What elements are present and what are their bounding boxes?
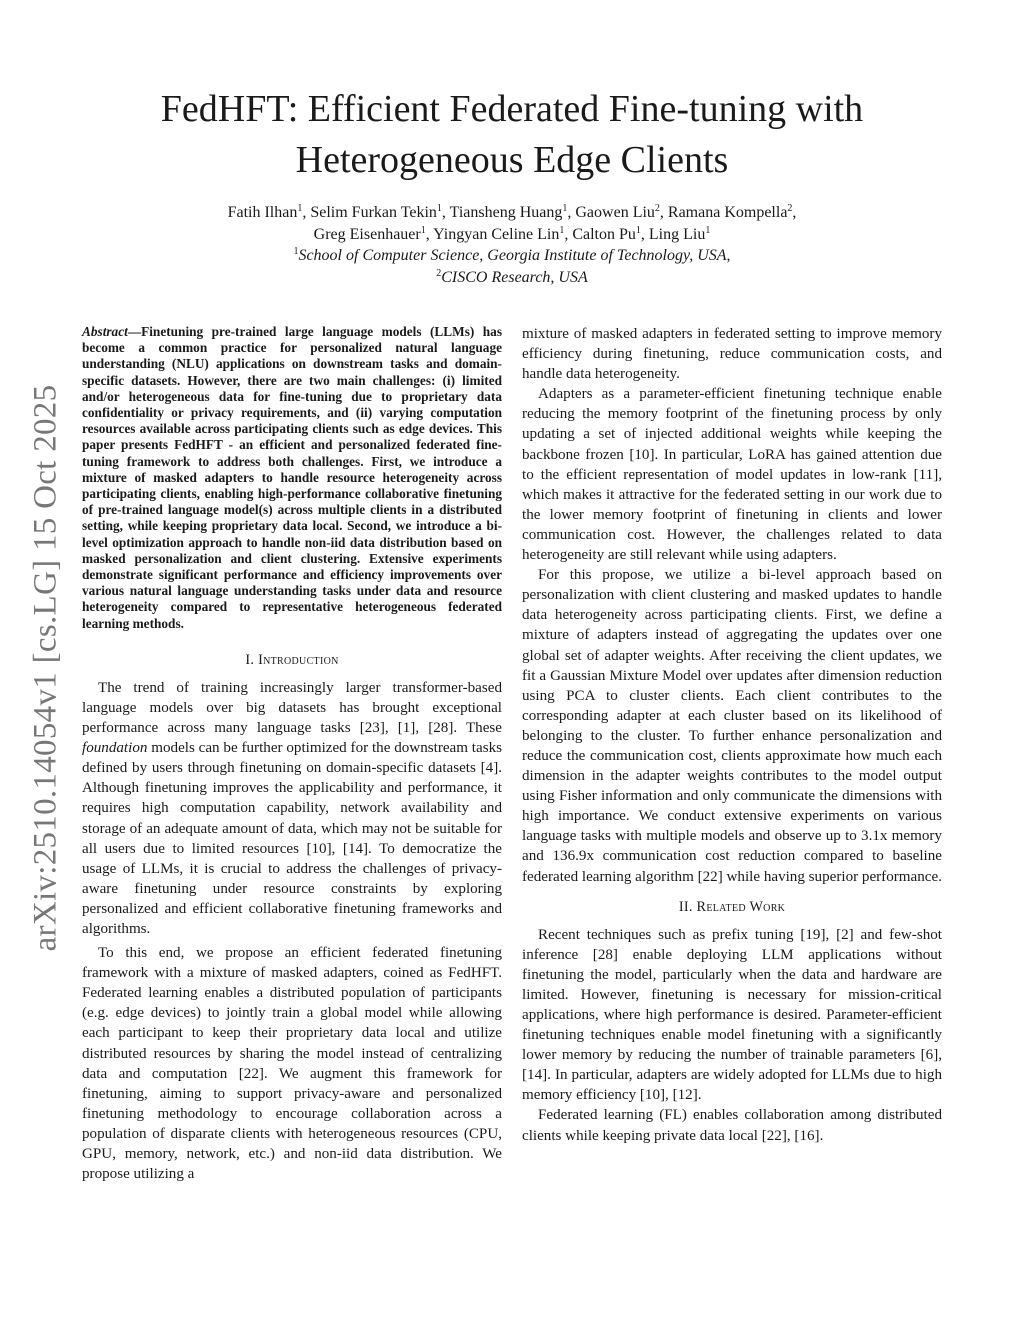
- intro-paragraph-2: To this end, we propose an efficient federated finetuning framework with a mixture of masked adapters, coined as FedHFT. Federated learning enables a distributed population of participants (e.g. edge devices) to jointly train a global model while allowing each participant to keep their proprietary data local and utilize distributed resources by sharing the model instead of centralizing data and computation [22]. We augment this framework for finetuning, aiming to support privacy-aware and personalized finetuning methodology to encourage collaboration across a population of disparate clients with heterogeneous resources (CPU, GPU, memory, network, etc.) and non-iid data distribution. We propose utilizing a: [82, 945, 502, 1183]
- intro-paragraph-5: For this propose, we utilize a bi-level approach based on personalization with client clustering and masked updates to handle data heterogeneity across participating clients. First, we define a mixture of adapters instead of aggregating the updates over one global set of adapter weights. After receiving the client updates, we fit a Gaussian Mixture Model over updates after dimension reduction using PCA to cluster clients. Each client contributes to the corresponding adapter at each cluster based on its likelihood of belonging to the cluster. To further enhance personalization and reduce the communication cost, clients approximate how much each dimension in the adapter weights contributes to the model output using Fisher information and only communicate the dimensions with high importance. We conduct extensive experiments on various language tasks with multiple models and observe up to 3.1x memory and 136.9x communication cost reduction compared to baseline federated learning algorithm [22] while having superior performance.: [522, 567, 942, 885]
- title-line-2: Heterogeneous Edge Clients: [295, 139, 729, 181]
- affiliation-text: CISCO Research, USA: [441, 268, 588, 286]
- related-paragraph-1: Recent techniques such as prefix tuning [19], [2] and few-shot inference [28] enable deploying LLM applications without finetuning the model, particularly when the data and hardware are limited. However, finetuning is necessary for mission-critical applications, where high performance is desired. Parameter-efficient finetuning techniques enable model finetuning with a significantly lower memory by reducing the number of trainable parameters [6], [14]. In particular, adapters are widely adopted for LLMs due to high memory efficiency [10], [12].: [522, 926, 942, 1104]
- affiliation-trail: ,: [726, 247, 731, 264]
- author-affiliation-mark: 1: [420, 224, 426, 236]
- affiliation-line-2: [100, 267, 924, 289]
- affiliation-text: School of Computer Science, Georgia Institute of Technology, USA: [298, 247, 727, 264]
- arxiv-identifier: arXiv:2510.14054v1 [cs.LG] 15 Oct 2025: [27, 384, 64, 952]
- abstract-text: —Finetuning pre-trained large language models (LLMs) has become a common practice for personalized natural language understanding (NLU) applications on downstream tasks and domain-specific datasets. However, there are two main challenges: (i) limited and/or heterogeneous data for fine-tuning due to proprietary data confidentiality or privacy requirements, and (ii) varying computation resources available across participating clients such as edge devices. This paper presents FedHFT - an efficient and personalized federated fine-tuning framework to address both challenges. First, we introduce a mixture of masked adapters to handle resource heterogeneity across participating clients, enabling high-performance collaborative finetuning of pre-trained language model(s) across multiple clients in a distributed setting, while keeping proprietary data local. Second, we introduce a bi-level optimization approach to handle non-iid data distribution based on masked personalization and client clustering. Extensive experiments demonstrate significant performance and efficiency improvements over various natural language understanding tasks under data and resource heterogeneity compared to representative heterogeneous federated learning methods.: [82, 324, 502, 631]
- author-affiliation-mark: 1: [635, 224, 641, 236]
- author-name: Yingyan Celine Lin: [433, 225, 560, 243]
- author-affiliation-mark: 1: [562, 203, 568, 214]
- affiliation-line-1: [100, 245, 924, 267]
- author-name: Calton Pu: [572, 225, 636, 243]
- author-separator: ,: [302, 204, 311, 221]
- section-heading-related-work: II. Related Work: [678, 898, 786, 915]
- author-name: Ramana Kompella: [667, 204, 788, 221]
- title-line-1: FedHFT: Efficient Federated Fine-tuning with: [160, 88, 864, 130]
- author-name: Ling Liu: [648, 225, 706, 243]
- author-block: [100, 202, 924, 288]
- intro-paragraph-3: mixture of masked adapters in federated setting to improve memory efficiency during finetuning, reduce communication costs, and handle data heterogeneity.: [522, 326, 942, 383]
- author-line-1: [100, 202, 924, 224]
- intro-text-part: The trend of training increasingly larger transformer-based language models over big datasets has brought exceptional performance across many language tasks [23], [1], [28]. These: [82, 679, 502, 737]
- right-column: [522, 324, 942, 1146]
- author-name: Gaowen Liu: [575, 204, 655, 221]
- related-paragraph-2: Federated learning (FL) enables collaboration among distributed clients while keeping private data local [22], [16].: [522, 1107, 942, 1144]
- intro-paragraph-1: [82, 678, 502, 939]
- author-separator: ,: [425, 225, 434, 243]
- author-line-2: [100, 224, 924, 246]
- author-separator: ,: [640, 225, 649, 243]
- affiliation-mark: 1: [293, 246, 299, 257]
- author-separator: ,: [441, 204, 450, 221]
- affiliation-mark: 2: [436, 267, 442, 279]
- paper-title: [100, 84, 924, 186]
- author-affiliation-mark: 2: [787, 203, 793, 214]
- author-separator: ,: [564, 225, 573, 243]
- section-heading-introduction: I. Introduction: [245, 651, 339, 668]
- author-affiliation-mark: 2: [654, 203, 660, 214]
- abstract: [82, 324, 502, 632]
- author-affiliation-mark: 1: [436, 203, 442, 214]
- author-separator: ,: [792, 204, 797, 221]
- author-name: Tiansheng Huang: [449, 204, 563, 221]
- author-separator: ,: [567, 204, 576, 221]
- author-affiliation-mark: 1: [297, 203, 303, 214]
- author-affiliation-mark: 1: [705, 224, 711, 236]
- intro-emphasis: foundation: [82, 740, 148, 757]
- author-name: Fatih Ilhan: [227, 204, 298, 221]
- author-name: Selim Furkan Tekin: [310, 204, 437, 221]
- author-separator: ,: [659, 204, 668, 221]
- intro-text-part: models can be further optimized for the downstream tasks defined by users through finetuning on domain-specific datasets [4]. Although finetuning improves the applicability and performance, it requires high computation capability, network availability and storage of an adequate amount of data, which may not be suitable for all users due to limited resources [10], [14]. To democratize the usage of LLMs, it is crucial to address the challenges of privacy-aware finetuning under resource constraints by exploring personalized and efficient collaborative finetuning frameworks and algorithms.: [82, 740, 502, 937]
- author-affiliation-mark: 1: [559, 224, 565, 236]
- intro-paragraph-4: Adapters as a parameter-efficient finetuning technique enable reducing the memory footprint of the finetuning process by only updating a set of injected additional weights while keeping the backbone frozen [10]. In particular, LoRA has gained attention due to the efficient representation of model updates in low-rank [11], which makes it attractive for the federated setting in our work due to the lower memory footprint of finetuning in clients and lower communication cost. However, the challenges related to data heterogeneity are still relevant while using adapters.: [522, 386, 942, 564]
- left-column: [82, 324, 502, 1184]
- author-name: Greg Eisenhauer: [313, 225, 421, 243]
- abstract-label: Abstract: [82, 324, 128, 339]
